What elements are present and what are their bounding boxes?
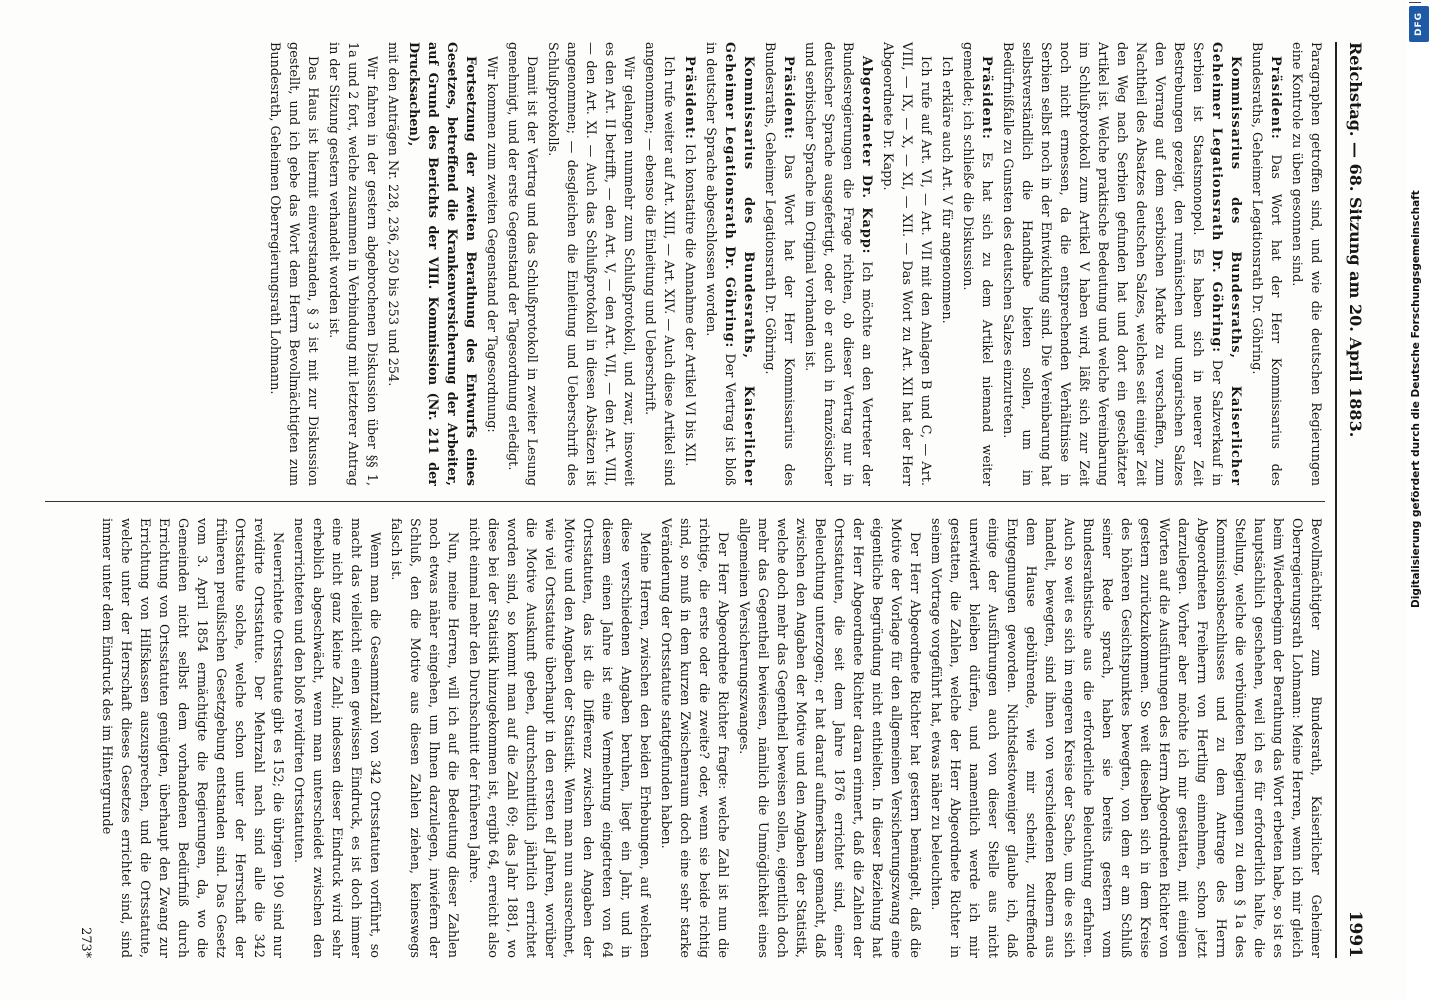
speaker-name: Präsident:: [682, 56, 697, 140]
body-paragraph: Ich erkläre auch Art. V für angenommen.: [939, 56, 954, 324]
body-paragraph: Meine Herren, zwischen den beiden Erhebungen, auf welchen diese verschiedenen Angaben beruhen, liegt ein Jahr, und in diesem einen Jahre ist eine Vermehrung eingetreten von 64 Ortsstatuten, das ist die Differenz zwischen den Angaben der Motive und den Angaben der Statistik. Wenn man nun ausrechnet, wie viel Ortsstatute überhaupt in den ersten elf Jahren, worüber die Motive Auskunft geben, durchschnittlich jährlich errichtet worden sind, so kommt man auf die Zahl 69; das Jahr 1881, wo diese bei der Statistik hinzugekommen ist, ergibt 64, erreicht also nicht einmal mehr den Durchschnitt der früheren Jahre.: [466, 518, 652, 958]
speech-text: Es hat sich zu dem Artikel niemand weiter gemeldet; ich schließe die Diskussion.: [960, 42, 994, 486]
body-paragraph: Wir gelangen nunmehr zum Schlußprotokoll, und zwar, insoweit es den Art. II betrifft, — den Art. V, — den Art. VII, — den Art. VIII, — den Art. XI. — Auch das Schlußprotokoll in diesen Absätzen ist angenommen; — desgleichen die Einleitung und Ueberschrift des Schlußprotokolls.: [545, 42, 636, 486]
speech-paragraph: [680, 42, 699, 486]
speaker-name: Präsident:: [1268, 56, 1283, 140]
body-paragraph: Ich rufe auf Art. VI, — Art. VII mit den Anlagen B und C, — Art. VIII, — IX, — X, — XI, — XII. — Das Wort zu Art. XII hat der Herr Abgeordnete Dr. Kapp.: [880, 42, 933, 486]
speech-paragraph: [701, 42, 758, 486]
speech-text: Ich konstatire die Annahme der Artikel VI bis XII.: [682, 143, 697, 467]
body-paragraph: Bevollmächtigter zum Bundesrath, Kaiserlicher Geheimer Oberregierungsrath Lohmann: Meine Herren, wenn ich mir gleich beim Wiederbeginn der Berathung das Wort erbeten habe, so ist es hauptsächlich geschehen, weil ich es für erforderlich halte, die Stellung, welche die verbündeten Regierungen zu dem § 1a des Kommissionsbeschlusses und zu dem Antrage des Herrn Abgeordneten Freiherrn von Hertling einnehmen, schon jetzt darzulegen. Vorher aber möchte ich mir gestatten, mit einigen Worten auf die Ausführungen des Herrn Abgeordneten Richter von gestern zurückzukommen. So weit dieselben sich in dem Kreise des höheren Gesichtspunktes bewegten, von dem er am Schluß seiner Rede sprach, haben sie bereits gestern vom Bundesrathstische aus die erforderliche Beleuchtung erfahren. Auch so weit es sich im engeren Kreise der Sache, um die es sich handelt, bewegten, sind ihnen von verschiedenen Rednern aus dem Hause gebührende, wie mir scheint, zutreffende Entgegnungen geworden. Nichtsdestoweniger glaube ich, daß einige der Ausführungen auch von dieser Stelle aus nicht unerwidert bleiben dürfen, und namentlich werde ich mir gestatten, die Zahlen, welche der Herr Abgeordnete Richter in seinem Vortrage vorgeführt hat, etwas näher zu beleuchten.: [928, 518, 1323, 958]
body-paragraph: Neuerrichtete Ortsstatute gibt es 152; die übrigen 190 sind nur revidirte Ortsstatute. Der Mehrzahl nach sind alle die 342 Ortsstatute solche, welche schon unter der Herrschaft der früheren preußischen Gesetzgebung entstanden sind. Das Gesetz vom 3. April 1854 ermächtigte die Regierungen, da, wo die Gemeinden nicht selbst dem vorhandenen Bedürfniß durch Errichtung von Ortsstatuten genügten, überhaupt den Zwang zur Errichtung von Hilfskassen auszusprechen, und die Ortsstatute, welche unter der Herrschaft dieses Gesetzes errichtet sind, sind immer unter dem Eindruck des im Hintergrunde: [99, 518, 285, 958]
speaker-name: Präsident:: [979, 56, 994, 140]
body-paragraph: Wir kommen zum zweiten Gegenstand der Tagesordnung:: [484, 56, 499, 433]
speech-text: Der Vertrag ist bloß in deutscher Sprache abgeschlossen worden.: [703, 42, 737, 486]
speaker-name: Abgeordneter Dr. Kapp:: [859, 56, 874, 255]
speech-text: Das Wort hat der Herr Kommissarius des Bundesraths, Geheimer Legationsrath Dr. Göhring.: [762, 42, 796, 486]
agenda-heading: Fortsetzung der zweiten Berathung des Entwurfs eines Gesetzes, betreffend die Krankenversicherung der Arbeiter, auf Grund des Berichts der VIII. Kommission (Nr. 211 der Drucksachen),: [406, 42, 478, 486]
speech-paragraph: [958, 42, 996, 486]
dfg-logo: [1409, 6, 1429, 42]
page-header: [1339, 42, 1369, 958]
header-rule: [1335, 42, 1337, 958]
header-title: Reichstag. — 68. Sitzung am 20. April 1883.: [1346, 42, 1365, 438]
speech-paragraph: [998, 42, 1245, 486]
speaker-name: Kommissarius des Bundesraths, Kaiserlicher Geheimer Legationsrath Dr. Göhring:: [722, 42, 756, 486]
speech-paragraph: [800, 42, 876, 486]
speaker-name: Kommissarius des Bundesraths, Kaiserlicher Geheimer Legationsrath Dr. Göhring:: [1209, 42, 1243, 486]
page-number: 1991: [1345, 910, 1365, 958]
body-paragraph: Paragraphen getroffen sind, und wie die deutschen Regierungen eine Kontrole zu üben gesonnen sind.: [1289, 42, 1323, 486]
body-paragraph: Das Haus ist hiermit einverstanden, § 3 ist mit zur Diskussion gestellt, und ich gebe das Wort dem Herrn Bevollmächtigten zum Bundesrath, Geheimen Oberregierungsrath Lohmann.: [267, 42, 320, 486]
dfg-credit-text: Digitalisierung gefördert durch die Deutsche Forschungsgemeinschaft: [1410, 190, 1422, 608]
speech-text: Der Salzverkauf in Serbien ist Staatsmonopol. Es haben sich in neuerer Zeit Bestrebungen gezeigt, den rumänischen und ungarischen Salzes den Vorrang auf dem serbischen Markte zu verschaffen, zum Nachtheil des Absatzes deutschen Salzes, welches seit einiger Zeit den Weg nach Serbien gefunden hat und dort ein geschätzter Artikel ist. Welche praktische Bedeutung und welche Vereinbarung im Schlußprotokoll zum Artikel V haben wird, läßt sich zur Zeit noch nicht ermessen, da die entsprechenden Verhältnisse in Serbien selbst noch in der Entwicklung sind. Die Vereinbarung hat selbstverständlich die Handhabe bieten sollen, um im Bedürfnißfalle zu Gunsten des deutschen Salzes einzutreten.: [1000, 42, 1224, 486]
speech-text: Das Wort hat der Herr Kommissarius des Bundesraths, Geheimer Legationsrath Dr. Göhring.: [1249, 42, 1283, 486]
body-paragraph: Der Herr Abgeordnete Richter fragte: welche Zahl ist nun die richtige, die erste oder die zweite? oder, wenn sie beide richtig sind, so muß in dem kurzen Zwischenraum doch eine sehr starke Veränderung der Ortsstatute stattgefunden haben.: [658, 518, 730, 958]
speaker-name: Präsident:: [781, 56, 796, 140]
body-paragraph: mit den Anträgen Nr. 228, 236, 250 bis 253 und 254.: [385, 42, 400, 387]
dfg-sidebar: [1406, 0, 1432, 1000]
body-paragraph: Nun, meine Herren, will ich auf die Bedeutung dieser Zahlen noch etwas näher eingehen, um Ihnen darzulegen, inwiefern der Schluß, den die Motive aus diesen Zahlen ziehen, keineswegs falsch ist.: [388, 518, 460, 958]
speech-paragraph: [1247, 42, 1285, 486]
sheet-signature: 273*: [78, 927, 93, 958]
right-column: [35, 518, 1325, 958]
body-paragraph: Ich rufe weiter auf Art. XIII, — Art. XIV. — Auch diese Artikel sind angenommen; — ebenso die Einleitung und Ueberschrift.: [642, 42, 676, 486]
body-paragraph: Wenn man die Gesammtzahl von 342 Ortsstatuten vorführt, so macht das vielleicht einen gewissen Eindruck, es ist doch immer eine nicht ganz kleine Zahl; indessen dieser Eindruck wird sehr erheblich abgeschwächt, wenn man unterscheidet zwischen den neuerrichteten und den bloß revidirten Ortsstatuten.: [291, 518, 382, 958]
left-column: [35, 42, 1325, 486]
body-paragraph: Damit ist der Vertrag und das Schlußprotokoll in zweiter Lesung genehmigt, und der erste Gegenstand der Tagesordnung erledigt.: [505, 42, 539, 486]
dfg-logo-text: DFG: [1414, 11, 1424, 36]
speech-text: Ich möchte an den Vertreter der Bundesregierungen die Frage richten, ob dieser Vertrag nur in deutscher Sprache ausgefertigt, oder ob er auch in französischer und serbischer Sprache im Original vorhanden ist.: [802, 42, 874, 486]
column-divider: [45, 501, 1325, 502]
body-paragraph: Wir fahren in der gestern abgebrochenen Diskussion über §§ 1, 1a und 2 fort, welche zusammen in Verbindung mit letzterer Antrag in der Sitzung gestern verhandelt worden ist.: [326, 42, 379, 486]
speech-paragraph: [760, 42, 798, 486]
body-paragraph: Der Herr Abgeordnete Richter hat gestern bemängelt, daß die Motive der Vorlage für den allgemeinen Versicherungszwang eine eigentliche Begründung nicht enthielten. In dieser Beziehung hat der Herr Abgeordnete Richter daran erinnert, daß die Zahlen der Ortsstatuten, die seit dem Jahre 1876 errichtet sind, einer Beleuchtung unterzogen; er hat darauf aufmerksam gemacht, daß zwischen den Angaben der Motive und den Angaben der Statistik, welche doch mehr das Gegentheil beweisen sollen, eigentlich doch mehr das Gegentheil bewiesen, nämlich die Unmöglichkeit eines allgemeinen Versicherungszwanges.: [736, 518, 922, 958]
